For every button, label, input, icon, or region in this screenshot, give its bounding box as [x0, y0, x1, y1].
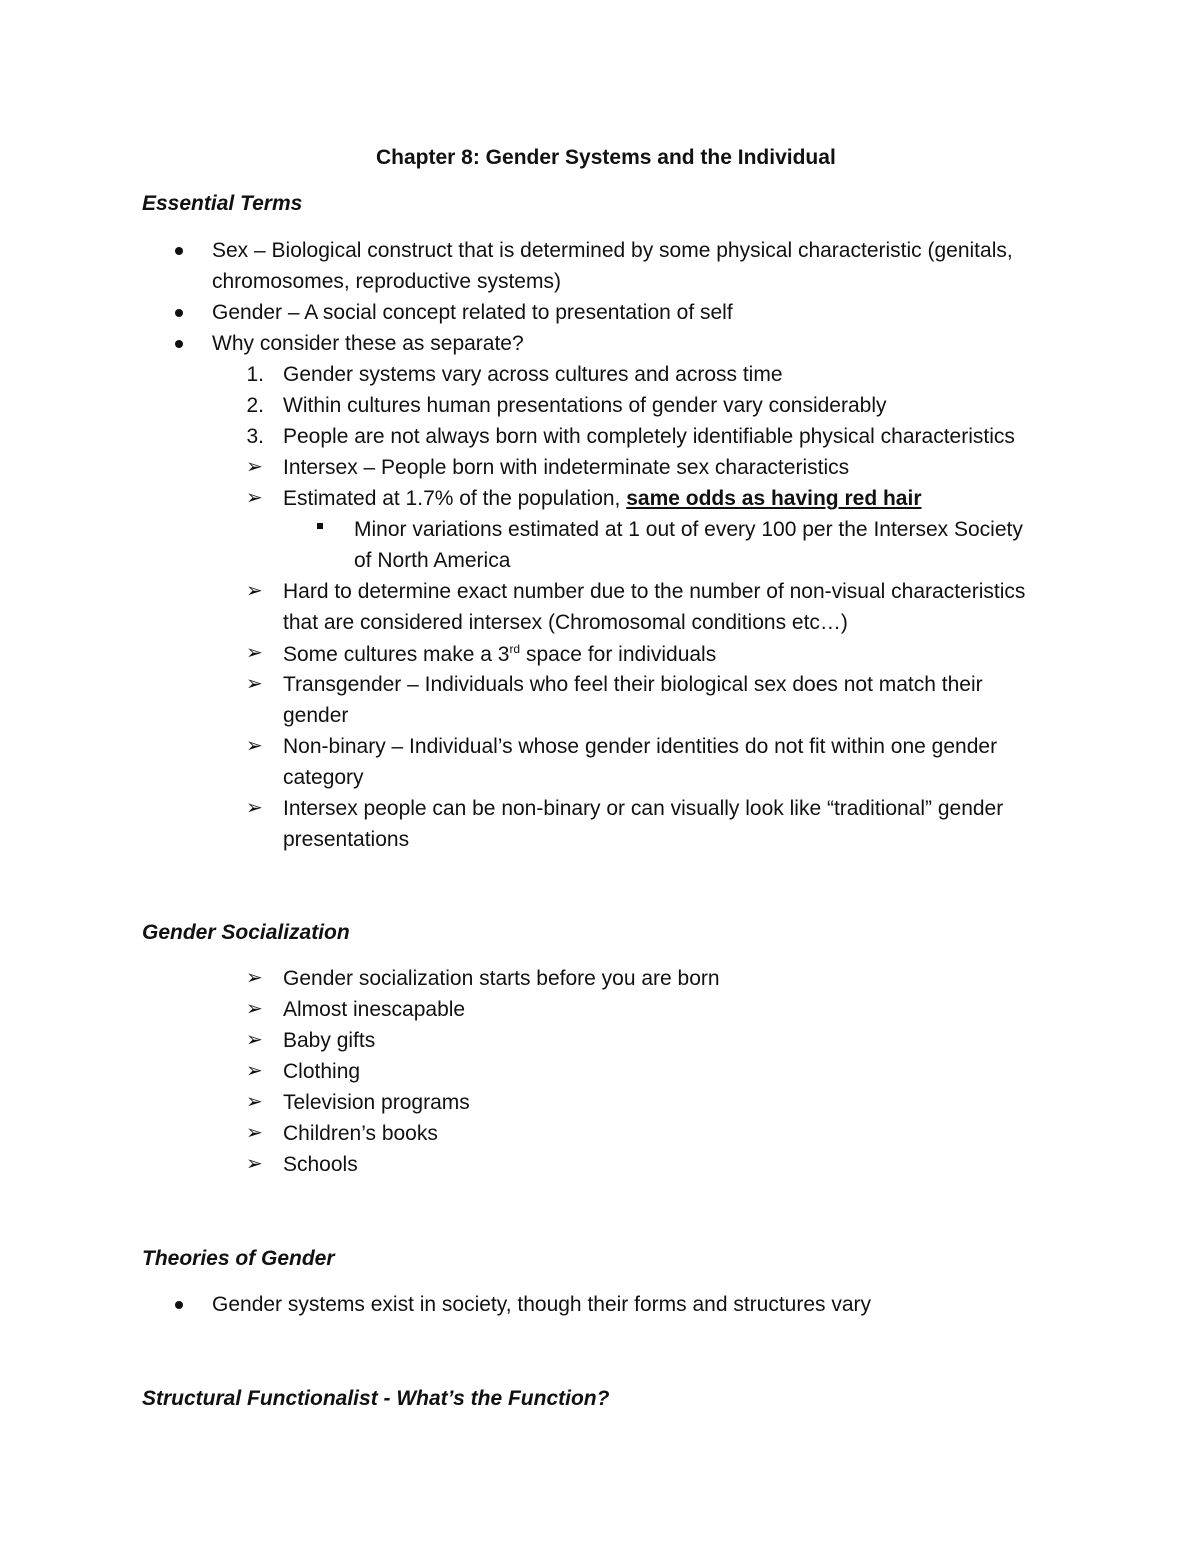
arrow-bullet-icon: ➢ — [246, 735, 263, 757]
list-number: 3. — [246, 425, 264, 448]
list-item: Gender socialization starts before you are born — [283, 967, 720, 990]
arrow-item-cultures — [283, 643, 716, 665]
list-number: 1. — [246, 363, 264, 386]
list-item-why-separate: Why consider these as separate? — [212, 332, 524, 355]
heading-essential-terms: Essential Terms — [142, 192, 303, 215]
estimated-emphasis: same odds as having red hair — [626, 487, 922, 510]
list-number: 2. — [246, 394, 264, 417]
arrow-item-transgender-cont: gender — [283, 704, 349, 727]
list-item: Schools — [283, 1153, 358, 1176]
list-item: Television programs — [283, 1091, 470, 1114]
cultures-sup: rd — [509, 642, 521, 656]
arrow-bullet-icon: ➢ — [246, 998, 263, 1020]
square-bullet-icon — [317, 523, 323, 529]
heading-theories-of-gender: Theories of Gender — [142, 1247, 335, 1270]
arrow-item-intersex-people: Intersex people can be non-binary or can visually look like “traditional” gender — [283, 797, 1004, 820]
arrow-bullet-icon: ➢ — [246, 1029, 263, 1051]
arrow-item-estimated — [283, 488, 922, 509]
list-item: Almost inescapable — [283, 998, 466, 1021]
arrow-item-nonbinary: Non-binary – Individual’s whose gender identities do not fit within one gender — [283, 735, 998, 758]
arrow-bullet-icon: ➢ — [246, 642, 263, 664]
arrow-bullet-icon: ➢ — [246, 673, 263, 695]
arrow-bullet-icon: ➢ — [246, 1153, 263, 1175]
arrow-bullet-icon: ➢ — [246, 797, 263, 819]
bullet-disc-icon — [175, 247, 183, 255]
heading-structural-functionalist: Structural Functionalist - What’s the Function? — [142, 1387, 610, 1410]
arrow-bullet-icon: ➢ — [246, 1060, 263, 1082]
sub-item-minor: Minor variations estimated at 1 out of every 100 per the Intersex Society — [354, 518, 1023, 541]
numbered-item: Within cultures human presentations of gender vary considerably — [283, 394, 887, 417]
arrow-item-transgender: Transgender – Individuals who feel their biological sex does not match their — [283, 673, 983, 696]
cultures-suffix: space for individuals — [520, 643, 717, 666]
arrow-bullet-icon: ➢ — [246, 456, 263, 478]
page-title: Chapter 8: Gender Systems and the Individual — [376, 146, 836, 169]
arrow-item-intersex-people-cont: presentations — [283, 828, 410, 851]
numbered-item: People are not always born with completely identifiable physical characteristics — [283, 425, 1015, 448]
arrow-bullet-icon: ➢ — [246, 487, 263, 509]
list-item-sex-cont: chromosomes, reproductive systems) — [212, 270, 561, 293]
heading-gender-socialization: Gender Socialization — [142, 921, 350, 944]
arrow-item-hard: Hard to determine exact number due to the number of non-visual characteristics — [283, 580, 1026, 603]
estimated-text: Estimated at 1.7% of the population, — [283, 487, 627, 510]
arrow-item-nonbinary-cont: category — [283, 766, 364, 789]
list-item: Clothing — [283, 1060, 361, 1083]
list-item-sex: Sex – Biological construct that is determined by some physical characteristic (genitals, — [212, 239, 1013, 262]
bullet-disc-icon — [175, 1301, 183, 1309]
arrow-item-intersex: Intersex – People born with indeterminate sex characteristics — [283, 456, 850, 479]
list-item: Gender systems exist in society, though their forms and structures vary — [212, 1293, 872, 1316]
arrow-item-hard-cont: that are considered intersex (Chromosomal conditions etc…) — [283, 611, 848, 634]
list-item-gender: Gender – A social concept related to presentation of self — [212, 301, 733, 324]
arrow-bullet-icon: ➢ — [246, 967, 263, 989]
cultures-prefix: Some cultures make a 3 — [283, 643, 510, 666]
arrow-bullet-icon: ➢ — [246, 580, 263, 602]
sub-item-minor-cont: of North America — [354, 549, 511, 572]
arrow-bullet-icon: ➢ — [246, 1122, 263, 1144]
bullet-disc-icon — [175, 340, 183, 348]
bullet-disc-icon — [175, 309, 183, 317]
numbered-item: Gender systems vary across cultures and across time — [283, 363, 783, 386]
list-item: Children’s books — [283, 1122, 438, 1145]
arrow-bullet-icon: ➢ — [246, 1091, 263, 1113]
list-item: Baby gifts — [283, 1029, 376, 1052]
